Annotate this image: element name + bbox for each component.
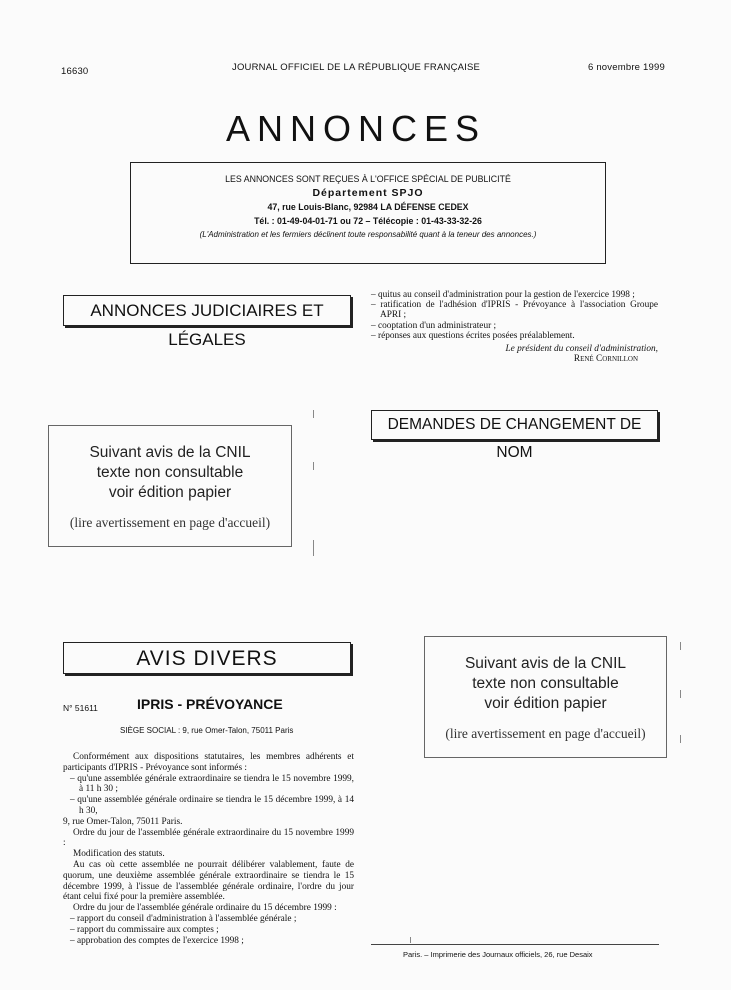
cnil-line3: voir édition papier [108, 484, 232, 501]
notice-intro: Conformément aux dispositions statutaires, les membres adhérents et participants d'IPRIS - Prévoyance sont informés : [63, 752, 354, 773]
column-mark [410, 937, 411, 943]
notice-ordre-ago: Ordre du jour de l'assemblée générale ordinaire du 15 décembre 1999 : [73, 903, 337, 914]
address: 47, rue Louis-Blanc, 92984 LA DÉFENSE CEDEX [267, 202, 469, 212]
notice-address: 9, rue Omer-Talon, 75011 Paris. [63, 816, 183, 827]
page-title: ANNONCES [226, 108, 487, 149]
notice-quorum: Au cas où cette assemblée ne pourrait délibérer valablement, faute de quorum, une deuxième assemblée générale extraordinaire se tiendra le 15 décembre 1999, à l'issue de l'assemblée générale ordinaire, l'ordre du jour étant celui fixé pour la première assemblée. [63, 859, 354, 903]
notice-item: – rapport du commissaire aux comptes ; [70, 924, 219, 935]
list-item: – ratification de l'adhésion d'IPRIS - Prévoyance à l'association Groupe APRI ; [371, 300, 658, 321]
issue-date: 6 novembre 1999 [588, 62, 665, 73]
siege-social: SIÈGE SOCIAL : 9, rue Omer-Talon, 75011 Paris [120, 726, 294, 735]
notice-modification: Modification des statuts. [73, 849, 165, 860]
list-item: – réponses aux questions écrites posées préalablement. [371, 330, 575, 341]
column-mark [313, 462, 314, 470]
section-judiciaires: ANNONCES JUDICIAIRES ET LÉGALES [63, 295, 351, 326]
right-continuation [371, 290, 658, 364]
imprint: Paris. – Imprimerie des Journaux officiels, 26, rue Desaix [403, 950, 593, 959]
notice-item: – qu'une assemblée générale ordinaire se tiendra le 15 décembre 1999, à 14 h 30, [70, 795, 354, 816]
list-item: – quitus au conseil d'administration pour la gestion de l'exercice 1998 ; [371, 290, 635, 300]
notice-body [63, 752, 354, 946]
column-mark [680, 690, 681, 698]
page-number: 16630 [61, 66, 89, 77]
disclaimer: (L'Administration et les fermiers déclinent toute responsabilité quant à la teneur des annonces.) [199, 230, 537, 239]
column-mark [313, 540, 314, 556]
column-mark [680, 735, 681, 743]
cnil-line3: voir édition papier [484, 695, 607, 712]
section-avis-divers: AVIS DIVERS [63, 642, 351, 674]
cnil-line2: texte non consultable [472, 675, 619, 692]
cnil-line2: texte non consultable [96, 464, 244, 481]
cnil-line1: Suivant avis de la CNIL [89, 444, 251, 461]
notice-item: – rapport du conseil d'administration à l'assemblée générale ; [70, 913, 297, 924]
notice-item: – qu'une assemblée générale extraordinaire se tiendra le 15 novembre 1999, à 11 h 30 ; [70, 773, 354, 795]
signature-title: Le président du conseil d'administration, [505, 344, 658, 355]
journal-title: JOURNAL OFFICIEL DE LA RÉPUBLIQUE FRANÇAISE [232, 62, 481, 73]
cnil-notice-left [48, 425, 292, 547]
publicity-line: LES ANNONCES SONT REÇUES À L'OFFICE SPÉCIAL DE PUBLICITÉ [225, 174, 511, 184]
list-item: – cooptation d'un administrateur ; [371, 320, 497, 331]
notice-number: N° 51611 [63, 703, 98, 713]
company-name: IPRIS - PRÉVOYANCE [137, 696, 283, 712]
cnil-notice-right [424, 636, 667, 758]
footer-rule [371, 944, 659, 945]
column-mark [680, 642, 681, 650]
notice-item: – approbation des comptes de l'exercice 1998 ; [70, 935, 244, 946]
signature-name: René Cornillon [573, 354, 638, 365]
cnil-line1: Suivant avis de la CNIL [464, 655, 627, 672]
cnil-note: (lire avertissement en page d'accueil) [69, 515, 271, 530]
section-changement-nom: DEMANDES DE CHANGEMENT DE NOM [371, 410, 658, 440]
phone-numbers: Tél. : 01-49-04-01-71 ou 72 – Télécopie : 01-43-33-32-26 [254, 216, 482, 226]
department-name: Département SPJO [312, 187, 424, 199]
notice-ordre-age: Ordre du jour de l'assemblée générale extraordinaire du 15 novembre 1999 : [63, 827, 354, 849]
column-mark [313, 410, 314, 418]
publicity-box [130, 162, 606, 264]
cnil-note: (lire avertissement en page d'accueil) [445, 726, 646, 741]
